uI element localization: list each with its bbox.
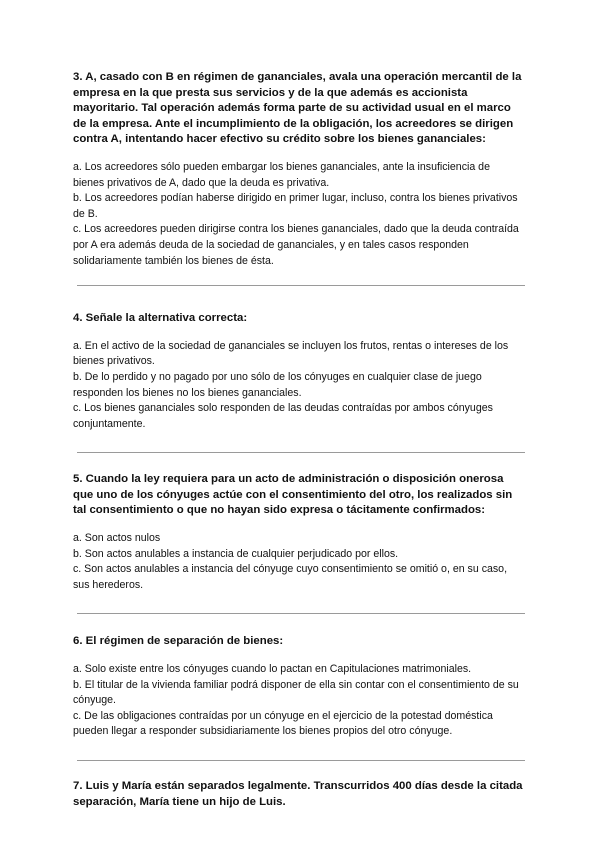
question-4: [73, 311, 524, 432]
question-title: 3. A, casado con B en régimen de gananciales, avala una operación mercantil de la empresa en la que presta sus servicios y de la que además es accionista mayoritario. Tal operación además forma parte de su actividad usual en el marco de la empresa. Ante el incumplimiento de la obligación, los acreedores se dirigen contra A, intentando hacer efectivo su crédito sobre los bienes gananciales:: [73, 71, 522, 146]
answer-option-a: a. Solo existe entre los cónyuges cuando lo pactan en Capitulaciones matrimoniales.: [73, 663, 472, 676]
answer-option-b: b. Son actos anulables a instancia de cualquier perjudicado por ellos.: [73, 547, 399, 560]
answer-option-c: c. Los acreedores pueden dirigirse contra los bienes gananciales, dado que la deuda contraída por A era además deuda de la sociedad de gananciales, y en tales casos responden solidariamente también los bienes de ésta.: [73, 223, 519, 267]
answer-option-c: c. De las obligaciones contraídas por un cónyuge en el ejercicio de la potestad doméstica pueden llegar a responder subsidiariamente los bienes propios del otro cónyuge.: [73, 709, 493, 738]
question-3: [73, 70, 524, 269]
section-divider: [77, 613, 525, 614]
question-title: 7. Luis y María están separados legalmente. Transcurridos 400 días desde la citada separación, María tiene un hijo de Luis.: [73, 780, 523, 808]
answer-option-a: a. Los acreedores sólo pueden embargar los bienes gananciales, ante la insuficiencia de bienes privativos de A, dado que la deuda es privativa.: [73, 160, 490, 189]
question-5: [73, 472, 524, 593]
answer-option-a: a. En el activo de la sociedad de gananciales se incluyen los frutos, rentas o intereses de los bienes privativos.: [73, 339, 509, 368]
answer-option-b: b. De lo perdido y no pagado por uno sólo de los cónyuges en cualquier clase de juego responden los bienes no los bienes gananciales.: [73, 370, 482, 399]
question-title: 5. Cuando la ley requiera para un acto de administración o disposición onerosa que uno de los cónyuges actúe con el consentimiento del otro, los realizados sin tal consentimiento o que no hayan sido expresa o tácitamente confirmados:: [73, 473, 513, 517]
question-title: 6. El régimen de separación de bienes:: [73, 635, 284, 648]
answer-option-c: c. Los bienes gananciales solo responden de las deudas contraídas por ambos cónyuges conjuntamente.: [73, 402, 493, 430]
section-divider: [77, 760, 525, 761]
answer-option-a: a. Son actos nulos: [73, 532, 161, 545]
question-7: [73, 779, 524, 810]
answer-option-b: b. Los acreedores podían haberse dirigido en primer lugar, incluso, contra los bienes privativos de B.: [73, 192, 518, 220]
answer-option-b: b. El titular de la vivienda familiar podrá disponer de ella sin contar con el consentimiento de su cónyuge.: [73, 678, 519, 707]
question-title: 4. Señale la alternativa correcta:: [73, 312, 248, 325]
question-6: [73, 634, 524, 740]
answer-option-c: c. Son actos anulables a instancia del cónyuge cuyo consentimiento se omitió o, en su caso, sus herederos.: [73, 563, 508, 591]
section-divider: [77, 452, 525, 453]
section-divider: [77, 285, 525, 286]
